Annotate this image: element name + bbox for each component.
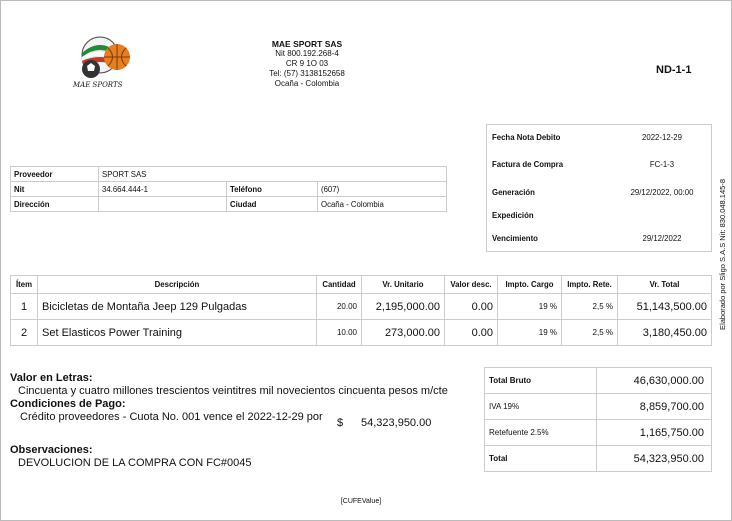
item-tax-charge: 19 % <box>498 320 562 346</box>
generacion-label: Generación <box>492 188 535 197</box>
item-unit-value: 2,195,000.00 <box>362 294 445 320</box>
total-bruto-label: Total Bruto <box>485 368 597 394</box>
due-row <box>492 234 707 243</box>
fecha-label: Fecha Nota Debito <box>492 133 561 142</box>
provider-table <box>10 166 447 212</box>
company-phone: Tel: (57) 3138152658 <box>269 69 345 78</box>
item-number: 2 <box>11 320 38 346</box>
valor-letras-text: Cincuenta y cuatro millones trescientos veintitres mil novecientos cincuenta pesos m/cte <box>18 385 448 397</box>
iva-label: IVA 19% <box>485 394 597 420</box>
header-item: Ítem <box>11 276 38 294</box>
valor-letras-label: Valor en Letras: <box>10 372 93 384</box>
side-note: Elaborado por Sligo S.A.S Nit: 830.048.145-8 <box>718 179 727 330</box>
vencimiento-label: Vencimiento <box>492 234 538 243</box>
header-tax-withholding: Impto. Rete. <box>562 276 618 294</box>
table-row <box>11 320 712 346</box>
items-header-row <box>11 276 712 294</box>
totals-row <box>485 420 712 446</box>
issue-row <box>492 211 707 220</box>
generation-row <box>492 188 707 197</box>
document-number: ND-1-1 <box>656 64 692 76</box>
provider-nit: 34.664.444-1 <box>99 182 227 197</box>
provider-address <box>99 197 227 212</box>
currency-symbol: $ <box>337 417 344 429</box>
total-label: Total <box>485 446 597 472</box>
observaciones-label: Observaciones: <box>10 444 93 456</box>
header-total: Vr. Total <box>618 276 712 294</box>
item-quantity: 20.00 <box>317 294 362 320</box>
item-description: Set Elasticos Power Training <box>38 320 317 346</box>
company-name: MAE SPORT SAS <box>271 39 343 49</box>
logo-text: MAE SPORTS <box>73 81 123 89</box>
totals-row <box>485 446 712 472</box>
item-total: 51,143,500.00 <box>618 294 712 320</box>
item-quantity: 10.00 <box>317 320 362 346</box>
observaciones-text: DEVOLUCION DE LA COMPRA CON FC#0045 <box>18 457 252 469</box>
retefuente-value: 1,165,750.00 <box>597 420 712 446</box>
payment-condition-row <box>10 411 480 439</box>
label-ciudad: Ciudad <box>227 197 318 212</box>
condiciones-label: Condiciones de Pago: <box>10 398 126 410</box>
table-row <box>11 294 712 320</box>
fecha-value: 2022-12-29 <box>642 133 682 142</box>
provider-city: Ocaña - Colombia <box>318 197 447 212</box>
company-city: Ocaña - Colombia <box>274 79 340 88</box>
letters-section <box>10 372 480 470</box>
totals-table <box>484 367 712 472</box>
item-total: 3,180,450.00 <box>618 320 712 346</box>
generacion-value: 29/12/2022, 00:00 <box>630 188 694 197</box>
factura-label: Factura de Compra <box>492 160 564 169</box>
provider-phone: (607) <box>318 182 447 197</box>
invoice-row <box>492 160 707 169</box>
date-row <box>492 133 707 142</box>
provider-name: SPORT SAS <box>99 167 447 182</box>
item-number: 1 <box>11 294 38 320</box>
iva-value: 8,859,700.00 <box>597 394 712 420</box>
company-logo <box>67 31 147 95</box>
label-telefono: Teléfono <box>227 182 318 197</box>
total-value: 54,323,950.00 <box>597 446 712 472</box>
payment-condition-amount: 54,323,950.00 <box>361 417 432 429</box>
totals-row <box>485 394 712 420</box>
totals-row <box>485 368 712 394</box>
dates-box <box>486 124 712 252</box>
item-discount: 0.00 <box>445 320 498 346</box>
items-table <box>10 275 712 346</box>
label-direccion: Dirección <box>11 197 99 212</box>
header-description: Descripción <box>38 276 317 294</box>
expedicion-label: Expedición <box>492 211 534 220</box>
item-tax-charge: 19 % <box>498 294 562 320</box>
company-info <box>247 39 367 89</box>
label-nit: Nit <box>11 182 99 197</box>
item-description: Bicicletas de Montaña Jeep 129 Pulgadas <box>38 294 317 320</box>
company-nit: Nit 800.192.268-4 <box>275 49 339 58</box>
header-unit-value: Vr. Unitario <box>362 276 445 294</box>
vencimiento-value: 29/12/2022 <box>642 234 682 243</box>
factura-value: FC-1-3 <box>649 160 675 169</box>
cufe-value: [CUFEValue] <box>340 498 382 505</box>
company-address: CR 9 1O 03 <box>285 59 329 68</box>
header-discount: Valor desc. <box>445 276 498 294</box>
label-proveedor: Proveedor <box>11 167 99 182</box>
item-tax-withholding: 2,5 % <box>562 320 618 346</box>
payment-condition-text: Crédito proveedores - Cuota No. 001 vence el 2022-12-29 por <box>20 411 323 423</box>
header-quantity: Cantidad <box>317 276 362 294</box>
item-tax-withholding: 2,5 % <box>562 294 618 320</box>
total-bruto-value: 46,630,000.00 <box>597 368 712 394</box>
item-unit-value: 273,000.00 <box>362 320 445 346</box>
retefuente-label: Retefuente 2.5% <box>485 420 597 446</box>
header-tax-charge: Impto. Cargo <box>498 276 562 294</box>
item-discount: 0.00 <box>445 294 498 320</box>
